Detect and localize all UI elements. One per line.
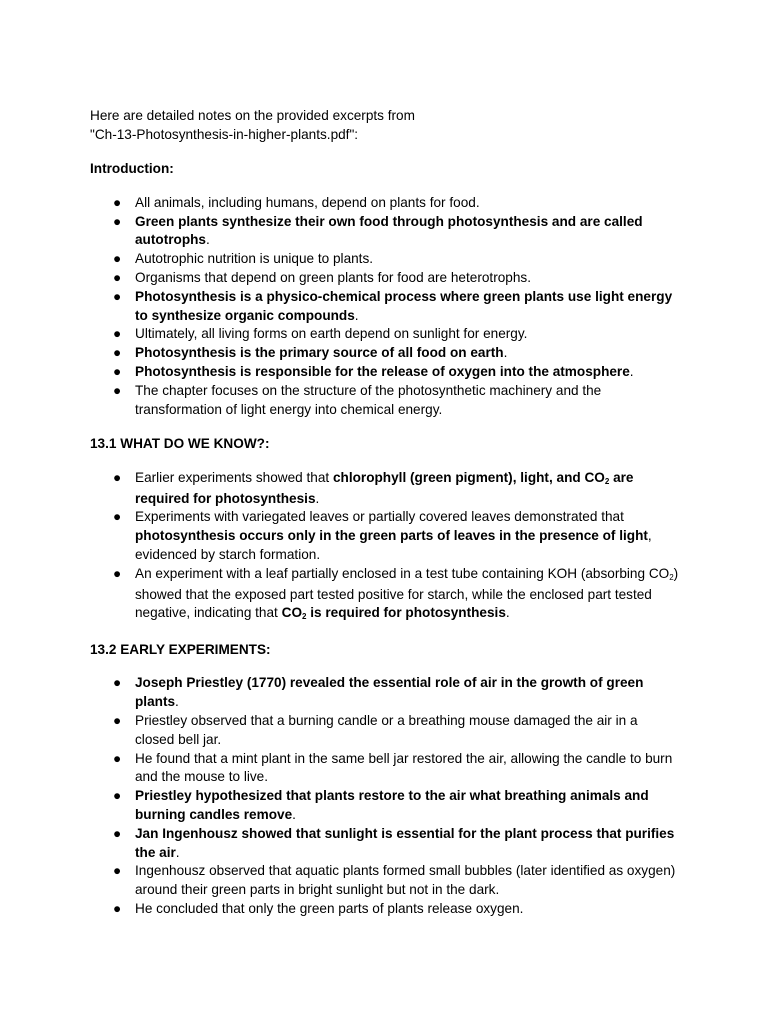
bold-text: is required for photosynthesis bbox=[306, 605, 506, 621]
text-run: Priestley observed that a burning candle or a breathing mouse damaged the air in a closed bell jar. bbox=[135, 713, 638, 747]
list-item bbox=[90, 862, 680, 900]
text-run: Ingenhousz observed that aquatic plants formed small bubbles (later identified as oxygen) around their green parts in bright sunlight but not in the dark. bbox=[135, 863, 676, 898]
bullet-icon: ● bbox=[113, 565, 122, 581]
list-item bbox=[90, 508, 680, 564]
text-run: Autotrophic nutrition is unique to plants. bbox=[135, 251, 374, 267]
bold-text: 2 bbox=[604, 476, 610, 486]
text-run: Ultimately, all living forms on earth depend on sunlight for energy. bbox=[135, 326, 528, 342]
text-run: . bbox=[292, 807, 296, 822]
text-run: An experiment with a leaf partially enclosed in a test tube containing KOH (absorbing CO bbox=[135, 565, 670, 581]
text-run: 2 bbox=[669, 572, 674, 582]
bold-text: Photosynthesis is the primary source of all food on earth bbox=[135, 345, 504, 361]
text-run: . bbox=[354, 307, 359, 323]
section-heading-introduction: Introduction: bbox=[90, 161, 174, 177]
bullet-icon: ● bbox=[113, 213, 122, 229]
list-item bbox=[90, 325, 680, 344]
text-run: . bbox=[175, 844, 180, 860]
intro-line-1: Here are detailed notes on the provided excerpts from bbox=[90, 108, 415, 123]
bullet-icon: ● bbox=[113, 713, 122, 729]
intro-line-2: "Ch-13-Photosynthesis-in-higher-plants.pdf": bbox=[90, 126, 359, 142]
text-run: . bbox=[205, 232, 210, 248]
list-item bbox=[90, 344, 680, 363]
text-run: The chapter focuses on the structure of the photosynthetic machinery and the transformation of light energy into chemical energy. bbox=[135, 382, 602, 417]
text-run: . bbox=[315, 490, 320, 506]
text-run: . bbox=[175, 694, 179, 710]
list-item bbox=[90, 825, 680, 863]
bold-text: are required for photosynthesis bbox=[135, 469, 634, 506]
bullet-icon: ● bbox=[113, 251, 122, 267]
bullet-icon: ● bbox=[113, 825, 122, 841]
bold-text: 2 bbox=[302, 612, 307, 622]
bullet-icon: ● bbox=[113, 326, 122, 342]
list-item bbox=[90, 750, 680, 788]
bold-text: Green plants synthesize their own food through photosynthesis and are called autotrophs bbox=[135, 213, 643, 248]
bold-text: chlorophyll (green pigment), light, and CO bbox=[332, 469, 605, 485]
list-item bbox=[90, 213, 680, 251]
bullet-icon: ● bbox=[113, 469, 122, 485]
section-heading-early-experiments: 13.2 EARLY EXPERIMENTS: bbox=[90, 641, 271, 657]
bold-text: photosynthesis occurs only in the green parts of leaves in the presence of light bbox=[135, 528, 648, 544]
bold-text: CO bbox=[281, 605, 303, 621]
bullet-icon: ● bbox=[113, 788, 122, 804]
text-run: . bbox=[629, 364, 634, 380]
bullet-icon: ● bbox=[113, 750, 122, 766]
list-item bbox=[90, 565, 680, 625]
list-item bbox=[90, 363, 680, 382]
bullet-icon: ● bbox=[113, 364, 122, 380]
bullet-icon: ● bbox=[113, 194, 122, 210]
text-run: All animals, including humans, depend on plants for food. bbox=[135, 194, 480, 210]
text-run: He found that a mint plant in the same bell jar restored the air, allowing the candle to burn and the mouse to live. bbox=[135, 750, 673, 785]
bullet-list-what-do-we-know bbox=[90, 469, 680, 625]
bullet-list-introduction bbox=[90, 194, 680, 420]
list-item bbox=[90, 900, 680, 919]
document-page bbox=[90, 107, 680, 919]
list-item bbox=[90, 712, 680, 750]
bullet-icon: ● bbox=[113, 863, 122, 879]
bullet-icon: ● bbox=[113, 270, 122, 286]
text-run: . bbox=[505, 605, 510, 621]
list-item bbox=[90, 382, 680, 420]
list-item bbox=[90, 288, 680, 326]
text-run: Experiments with variegated leaves or partially covered leaves demonstrated that bbox=[135, 509, 624, 525]
text-run: ) showed that the exposed part tested positive for starch, while the enclosed part tested negative, indicating that bbox=[135, 565, 679, 621]
text-run: Organisms that depend on green plants for food are heterotrophs. bbox=[135, 270, 531, 286]
list-item bbox=[90, 787, 680, 825]
list-item bbox=[90, 269, 680, 288]
bullet-list-early-experiments bbox=[90, 674, 680, 918]
bullet-icon: ● bbox=[113, 675, 122, 691]
text-run: , evidenced by starch formation. bbox=[135, 528, 652, 562]
bold-text: Jan Ingenhousz showed that sunlight is essential for the plant process that purifies the air bbox=[135, 825, 675, 860]
text-run: He concluded that only the green parts of plants release oxygen. bbox=[135, 900, 524, 916]
list-item bbox=[90, 250, 680, 269]
bullet-icon: ● bbox=[113, 345, 122, 361]
bullet-icon: ● bbox=[113, 288, 122, 304]
text-run: . bbox=[503, 345, 508, 361]
bullet-icon: ● bbox=[113, 509, 122, 525]
bullet-icon: ● bbox=[113, 900, 122, 916]
bold-text: Joseph Priestley (1770) revealed the essential role of air in the growth of green plants bbox=[135, 675, 644, 710]
section-heading-what-do-we-know: 13.1 WHAT DO WE KNOW?: bbox=[90, 435, 270, 451]
bullet-icon: ● bbox=[113, 382, 122, 398]
list-item bbox=[90, 469, 680, 509]
text-run: Earlier experiments showed that bbox=[135, 469, 333, 485]
bold-text: Photosynthesis is responsible for the release of oxygen into the atmosphere bbox=[135, 364, 630, 380]
list-item bbox=[90, 194, 680, 213]
bold-text: Photosynthesis is a physico-chemical process where green plants use light energy to synthesize organic compounds bbox=[135, 288, 673, 323]
bold-text: Priestley hypothesized that plants restore to the air what breathing animals and burning candles remove bbox=[135, 788, 649, 822]
list-item bbox=[90, 674, 680, 712]
